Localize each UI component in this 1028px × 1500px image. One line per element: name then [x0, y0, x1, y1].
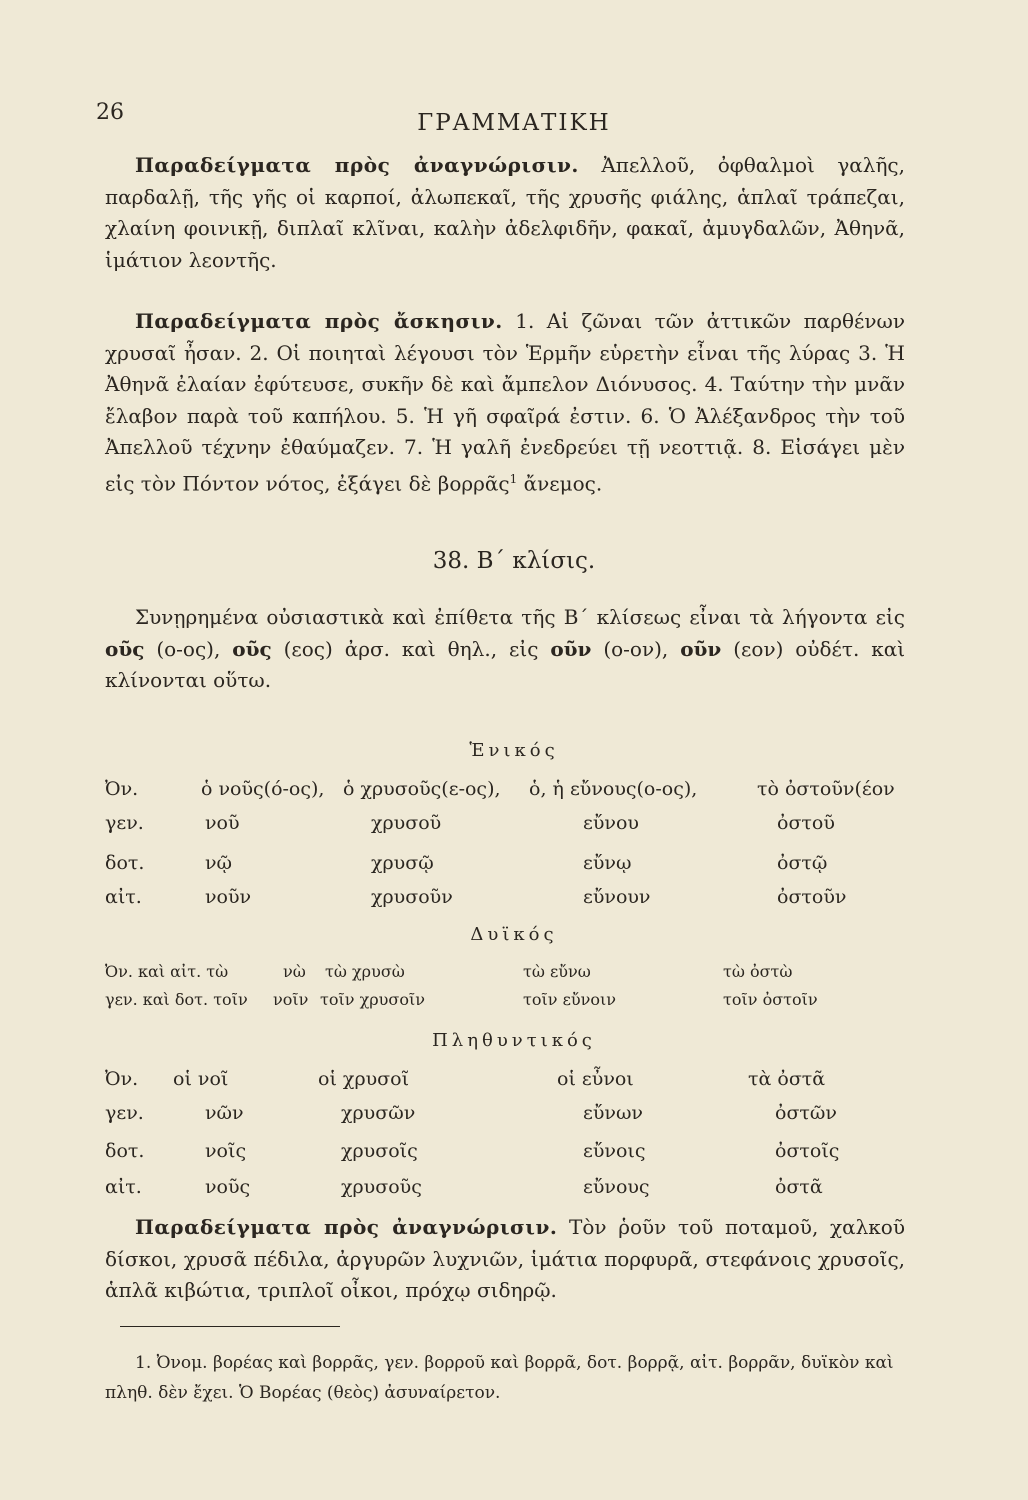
exercise-text-end: ἄνεμος.	[523, 471, 603, 496]
form-ostoun: τοῖν ὀστοῖν	[723, 990, 818, 1009]
ending-oun-eon: οῦν	[680, 636, 722, 661]
form-ostoun: ὀστῷ	[777, 852, 828, 874]
form-ostoun: ὀστοῦν	[777, 886, 847, 908]
running-head: ΓΡΑΜΜΑΤΙΚΗ	[417, 110, 611, 136]
section-intro	[105, 602, 905, 697]
exercise-recognition-2	[105, 1212, 905, 1307]
case-label: Ὀν.	[105, 778, 139, 800]
footnote	[105, 1348, 905, 1408]
plural-title: Πληθυντικός	[432, 1030, 596, 1051]
case-label: αἰτ.	[105, 886, 142, 908]
table-row	[105, 1140, 925, 1170]
case-label: αἰτ.	[105, 1176, 142, 1198]
exercise-practice	[105, 306, 905, 500]
exercise-heading: Παραδείγματα πρὸς ἀναγνώρισιν.	[135, 1215, 558, 1239]
form-chrysous: τοῖν χρυσοῖν	[320, 990, 425, 1009]
form-nous: νοῖν	[273, 990, 309, 1009]
form-eunous: εὔνους	[583, 1176, 650, 1198]
form-ostoun: ὀστᾶ	[775, 1176, 823, 1198]
ending-note: (ο-ον),	[603, 636, 669, 661]
form-chrysous: χρυσῷ	[371, 852, 434, 874]
case-label: δοτ.	[105, 852, 145, 874]
form-chrysous: χρυσῶν	[341, 1102, 416, 1124]
form-eunous: εὔνουν	[583, 886, 651, 908]
table-row	[105, 812, 925, 842]
form-ostoun: ὀστοῖς	[775, 1140, 840, 1162]
table-row	[105, 962, 925, 992]
table-row	[105, 886, 925, 916]
form-eunous: εὔνῳ	[583, 852, 632, 874]
form-ostoun: τὰ ὀστᾶ	[748, 1068, 826, 1090]
table-row	[105, 1068, 925, 1098]
case-label: γεν.	[105, 812, 144, 834]
ending-oun: οῦν	[550, 636, 592, 661]
table-row	[105, 1102, 925, 1132]
form-eunous: οἱ εὖνοι	[557, 1068, 634, 1090]
form-eunous: τὼ εὔνω	[523, 962, 591, 981]
exercise-text: 1. Αἱ ζῶναι τῶν ἀττικῶν παρθένων χρυσαῖ ἦσαν. 2. Οἱ ποιηταὶ λέγουσι τὸν Ἑρμῆν εὑρετὴν εἶναι τῆς λύρας 3. Ἡ Ἀθηνᾶ ἐλαίαν ἐφύτευσε, συκῆν δὲ καὶ ἄμπελον Διόνυσος. 4. Ταύτην τὴν μνᾶν ἔλαβον παρὰ τοῦ καπήλου. 5. Ἡ γῆ σφαῖρά ἐστιν. 6. Ὁ Ἀλέξανδρος τὴν τοῦ Ἀπελλοῦ τέχνην ἐθαύμαζεν. 7. Ἡ γαλῆ ἐνεδρεύει τῇ νεοττιᾷ. 8. Εἰσάγει μὲν εἰς τὸν Πόντον νότος, ἐξάγει δὲ βορρᾶς	[105, 309, 905, 496]
form-chrysous: χρυσοῖς	[341, 1140, 418, 1162]
form-ostoun: ὀστοῦ	[777, 812, 835, 834]
exercise-text: Ἀπελλοῦ, ὀφθαλμοὶ γαλῆς, παρδαλῇ, τῆς γῆς οἱ καρποί, ἀλωπεκαῖ, τῆς χρυσῆς φιάλης, ἁπλαῖ τράπεζαι, χλαίνη φοινικῇ, διπλαῖ κλῖναι, καλὴν ἀδελφιδῆν, φακαῖ, ἀμυγδαλῶν, Ἀθηνᾶ, ἱμάτιον λεοντῆς.	[105, 153, 905, 272]
case-label: γεν. καὶ δοτ. τοῖν	[105, 990, 248, 1009]
form-ostoun: τὼ ὀστὼ	[723, 962, 793, 981]
form-chrysous: χρυσοῦς	[341, 1176, 422, 1198]
form-eunous: εὔνου	[583, 812, 639, 834]
form-ostoun: τὸ ὀστοῦν(έον	[757, 778, 895, 800]
footnote-rule	[120, 1326, 340, 1327]
table-row	[105, 990, 925, 1020]
form-nous: νοῖς	[205, 1140, 247, 1162]
ending-note: (εον) οὐδέτ. καὶ κλίνονται οὕτω.	[105, 636, 906, 692]
form-nous: ὁ νοῦς(ό-ος),	[201, 778, 325, 800]
exercise-text: Τὸν ῥοῦν τοῦ ποταμοῦ, χαλκοῦ δίσκοι, χρυσᾶ πέδιλα, ἀργυρῶν λυχνιῶν, ἱμάτια πορφυρᾶ, στεφάνοις χρυσοῖς, ἁπλᾶ κιβώτια, τριπλοῖ οἶκοι, πρόχῳ σιδηρῷ.	[105, 1215, 905, 1302]
form-nous: νοῦν	[205, 886, 252, 908]
case-label: γεν.	[105, 1102, 144, 1124]
ending-note: (εος) ἀρσ. καὶ θηλ.,	[283, 636, 498, 661]
form-eunous: εὔνων	[583, 1102, 643, 1124]
intro-text: Συνῃρημένα οὐσιαστικὰ καὶ ἐπίθετα τῆς Β΄ κλίσεως εἶναι τὰ λήγοντα εἰς	[135, 605, 905, 629]
singular-title: Ἑνικός	[469, 740, 559, 761]
form-nous: οἱ νοῖ	[173, 1068, 229, 1090]
ending-ous-eos: οῦς	[232, 636, 272, 661]
exercise-recognition-1	[105, 150, 905, 276]
form-ostoun: ὀστῶν	[775, 1102, 837, 1124]
case-label: Ὀν. καὶ αἰτ. τὼ	[105, 962, 229, 981]
form-eunous: εὔνοις	[583, 1140, 646, 1162]
table-row	[105, 778, 925, 808]
exercise-heading: Παραδείγματα πρὸς ἀναγνώρισιν.	[135, 153, 579, 177]
ending-ous: οῦς	[105, 636, 145, 661]
form-chrysous: ὁ χρυσοῦς(ε-ος),	[343, 778, 501, 800]
ending-note: (ο-ος),	[156, 636, 221, 661]
case-label: Ὀν.	[105, 1068, 139, 1090]
intro-text: εἰς	[508, 636, 539, 661]
form-nous: νῶν	[205, 1102, 244, 1124]
form-chrysous: χρυσοῦ	[371, 812, 442, 834]
form-eunous: ὁ, ἡ εὔνους(ο-ος),	[529, 778, 698, 800]
table-row	[105, 852, 925, 882]
dual-title: Δυϊκός	[470, 924, 558, 945]
footnote-text: 1. Ὀνομ. βορέας καὶ βορρᾶς, γεν. βορροῦ καὶ βορρᾶ, δοτ. βορρᾷ, αἰτ. βορρᾶν, δυϊκὸν καὶ πληθ. δὲν ἔχει. Ὁ Βορέας (θεὸς) ἀσυναίρετον.	[105, 1353, 894, 1403]
form-chrysous: οἱ χρυσοῖ	[318, 1068, 410, 1090]
form-chrysous: χρυσοῦν	[371, 886, 453, 908]
form-chrysous: τὼ χρυσὼ	[325, 962, 405, 981]
section-title: 38. Β΄ κλίσις.	[432, 548, 596, 574]
form-nous: νῷ	[205, 852, 233, 874]
table-row	[105, 1176, 925, 1206]
page-number: 26	[96, 100, 124, 125]
form-eunous: τοῖν εὔνοιν	[523, 990, 616, 1009]
case-label: δοτ.	[105, 1140, 145, 1162]
exercise-heading: Παραδείγματα πρὸς ἄσκησιν.	[135, 309, 503, 333]
form-nous: νὼ	[283, 962, 306, 981]
form-nous: νοῦ	[205, 812, 240, 834]
form-nous: νοῦς	[205, 1176, 251, 1198]
footnote-mark: 1	[509, 471, 518, 486]
